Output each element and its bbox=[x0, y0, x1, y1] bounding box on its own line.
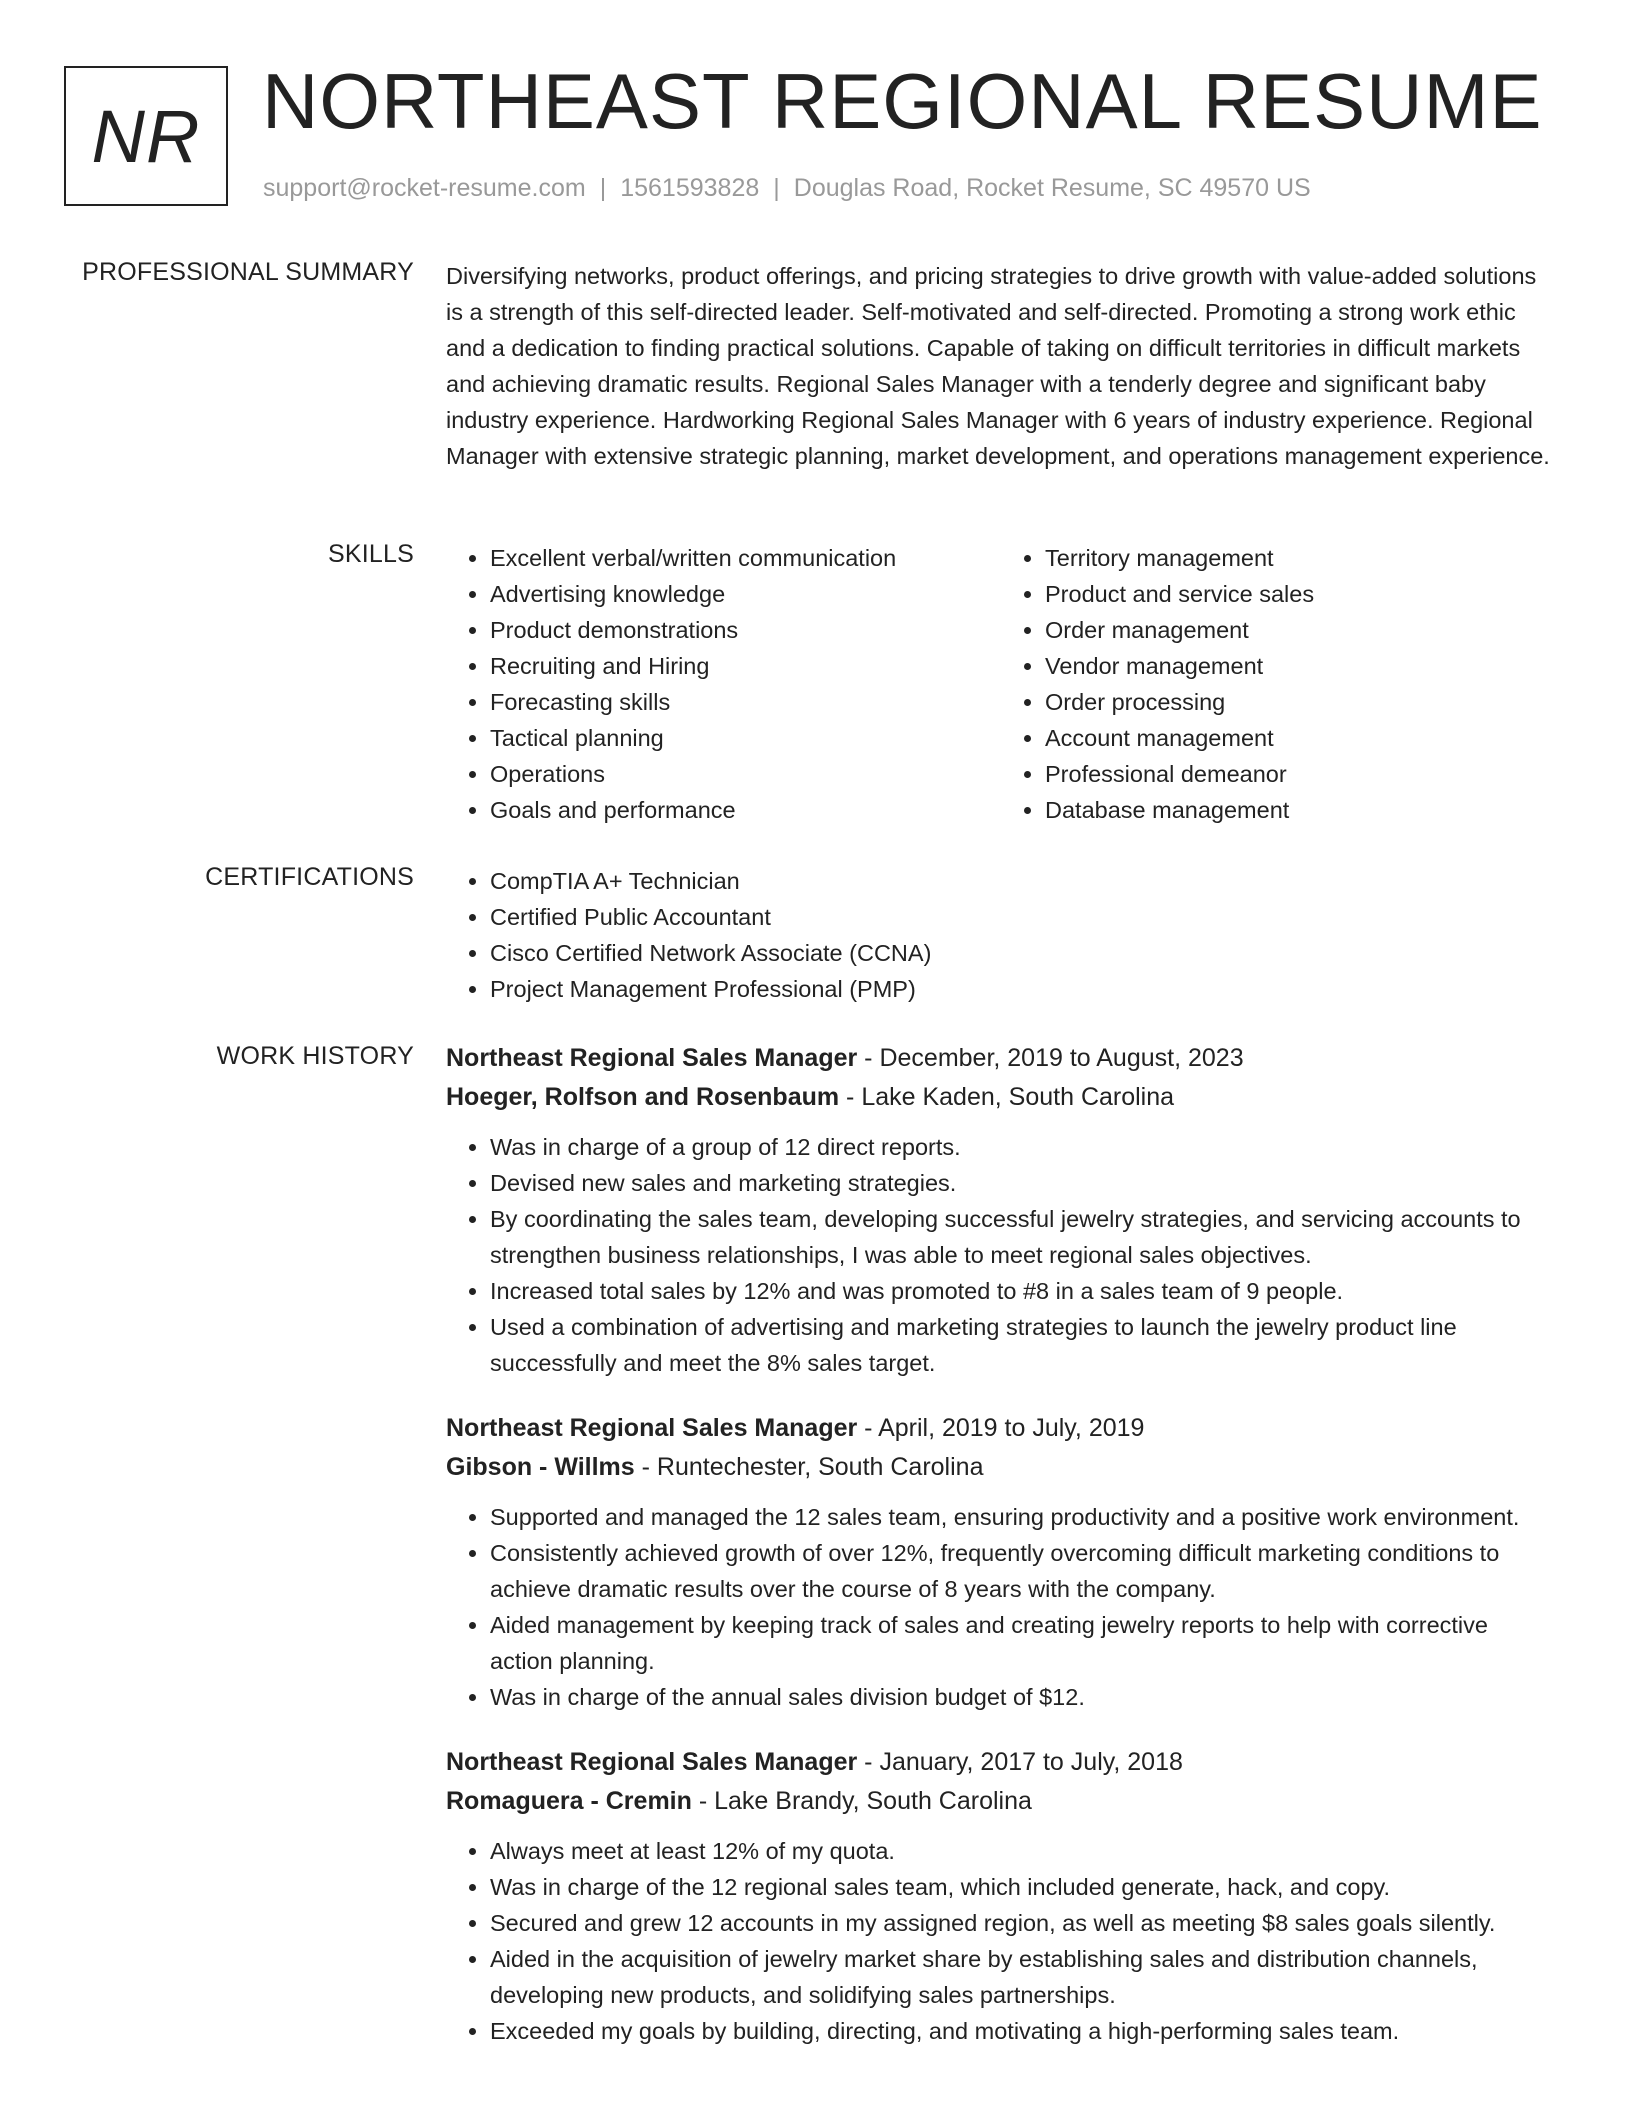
job-bullet: • Always meet at least 12% of my quota. bbox=[490, 1833, 1556, 1869]
job-bullet: • Used a combination of advertising and marketing strategies to launch the jewelry product line successfully and meet the 8% sales target. bbox=[490, 1309, 1556, 1381]
job-location: - Runtechester, South Carolina bbox=[634, 1453, 984, 1481]
job-company-line bbox=[446, 1448, 1556, 1487]
skill-item: • Recruiting and Hiring bbox=[490, 648, 1001, 684]
job-bullet: • Was in charge of the annual sales division budget of $12. bbox=[490, 1679, 1556, 1715]
section-label-summary: PROFESSIONAL SUMMARY bbox=[82, 258, 414, 286]
job-title-line bbox=[446, 1409, 1556, 1448]
contact-address: Douglas Road, Rocket Resume, SC 49570 US bbox=[793, 174, 1311, 202]
contact-separator: | bbox=[773, 174, 780, 202]
job-bullet: • Was in charge of a group of 12 direct reports. bbox=[490, 1129, 1556, 1165]
contact-line bbox=[263, 174, 1311, 203]
job-location: - Lake Brandy, South Carolina bbox=[691, 1787, 1032, 1815]
job-entry bbox=[446, 1039, 1556, 1381]
skill-item: • Product demonstrations bbox=[490, 612, 1001, 648]
skills-list-left bbox=[446, 540, 1001, 828]
job-title: Northeast Regional Sales Manager bbox=[446, 1044, 858, 1072]
job-company-line bbox=[446, 1782, 1556, 1821]
job-bullet: • Secured and grew 12 accounts in my assigned region, as well as meeting $8 sales goals silently. bbox=[490, 1905, 1556, 1941]
skills-columns bbox=[446, 540, 1556, 828]
skill-item: • Forecasting skills bbox=[490, 684, 1001, 720]
job-company: Hoeger, Rolfson and Rosenbaum bbox=[446, 1083, 840, 1111]
job-entry bbox=[446, 1743, 1556, 2049]
job-bullet: • Increased total sales by 12% and was promoted to #8 in a sales team of 9 people. bbox=[490, 1273, 1556, 1309]
job-bullet: • Aided in the acquisition of jewelry market share by establishing sales and distribution channels, developing new products, and solidifying sales partnerships. bbox=[490, 1941, 1556, 2013]
job-bullet: • Devised new sales and marketing strategies. bbox=[490, 1165, 1556, 1201]
job-bullet: • Supported and managed the 12 sales team, ensuring productivity and a positive work environment. bbox=[490, 1499, 1556, 1535]
summary-body bbox=[446, 258, 1556, 474]
skill-item: • Vendor management bbox=[1045, 648, 1556, 684]
job-title: Northeast Regional Sales Manager bbox=[446, 1748, 858, 1776]
section-label-skills: SKILLS bbox=[328, 540, 414, 568]
skill-item: • Operations bbox=[490, 756, 1001, 792]
job-dates: - April, 2019 to July, 2019 bbox=[857, 1414, 1145, 1442]
work-history-body bbox=[446, 1039, 1556, 2077]
job-bullet: • Consistently achieved growth of over 12%, frequently overcoming difficult marketing conditions to achieve dramatic results over the course of 8 years with the company. bbox=[490, 1535, 1556, 1607]
skill-item: • Goals and performance bbox=[490, 792, 1001, 828]
job-bullet: • Was in charge of the 12 regional sales team, which included generate, hack, and copy. bbox=[490, 1869, 1556, 1905]
monogram-initials: NR bbox=[91, 94, 201, 178]
summary-text: Diversifying networks, product offerings, and pricing strategies to drive growth with value-added solutions is a strength of this self-directed leader. Self-motivated and self-directed. Promoting a strong work ethic and a dedication to finding practical solutions. Capable of taking on difficult territories in difficult markets and achieving dramatic results. Regional Sales Manager with a tenderly degree and significant baby industry experience. Hardworking Regional Sales Manager with 6 years of industry experience. Regional Manager with extensive strategic planning, market development, and operations management experience. bbox=[446, 263, 1550, 469]
certification-item: • Cisco Certified Network Associate (CCNA) bbox=[490, 935, 1556, 971]
job-title-line bbox=[446, 1039, 1556, 1078]
certifications-body bbox=[446, 863, 1556, 1007]
job-title: Northeast Regional Sales Manager bbox=[446, 1414, 858, 1442]
skill-item: • Order processing bbox=[1045, 684, 1556, 720]
contact-phone: 1561593828 bbox=[620, 174, 760, 202]
resume-title: NORTHEAST REGIONAL RESUME bbox=[262, 57, 1543, 145]
job-bullets bbox=[446, 1129, 1556, 1381]
job-location: - Lake Kaden, South Carolina bbox=[839, 1083, 1175, 1111]
job-bullet: • Aided management by keeping track of sales and creating jewelry reports to help with corrective action planning. bbox=[490, 1607, 1556, 1679]
job-entry bbox=[446, 1409, 1556, 1715]
section-label-certifications: CERTIFICATIONS bbox=[205, 863, 414, 891]
skill-item: • Professional demeanor bbox=[1045, 756, 1556, 792]
skill-item: • Order management bbox=[1045, 612, 1556, 648]
skill-item: • Account management bbox=[1045, 720, 1556, 756]
job-dates: - January, 2017 to July, 2018 bbox=[857, 1748, 1183, 1776]
job-bullets bbox=[446, 1499, 1556, 1715]
job-company-line bbox=[446, 1078, 1556, 1117]
job-dates: - December, 2019 to August, 2023 bbox=[857, 1044, 1244, 1072]
skill-item: • Advertising knowledge bbox=[490, 576, 1001, 612]
section-label-work-history: WORK HISTORY bbox=[216, 1042, 414, 1070]
skill-item: • Territory management bbox=[1045, 540, 1556, 576]
certification-item: • Project Management Professional (PMP) bbox=[490, 971, 1556, 1007]
job-company: Gibson - Willms bbox=[446, 1453, 635, 1481]
job-bullets bbox=[446, 1833, 1556, 2049]
contact-email: support@rocket-resume.com bbox=[263, 174, 586, 202]
certification-item: • CompTIA A+ Technician bbox=[490, 863, 1556, 899]
skill-item: • Excellent verbal/written communication bbox=[490, 540, 1001, 576]
skills-body bbox=[446, 540, 1556, 828]
skill-item: • Database management bbox=[1045, 792, 1556, 828]
certification-item: • Certified Public Accountant bbox=[490, 899, 1556, 935]
contact-separator: | bbox=[599, 174, 607, 202]
skill-item: • Tactical planning bbox=[490, 720, 1001, 756]
job-company: Romaguera - Cremin bbox=[446, 1787, 692, 1815]
job-bullet: • By coordinating the sales team, developing successful jewelry strategies, and servicing accounts to strengthen business relationships, I was able to meet regional sales objectives. bbox=[490, 1201, 1556, 1273]
monogram-box bbox=[64, 66, 228, 206]
skills-list-right bbox=[1001, 540, 1556, 828]
certifications-list bbox=[446, 863, 1556, 1007]
job-title-line bbox=[446, 1743, 1556, 1782]
job-bullet: • Exceeded my goals by building, directing, and motivating a high-performing sales team. bbox=[490, 2013, 1556, 2049]
skill-item: • Product and service sales bbox=[1045, 576, 1556, 612]
